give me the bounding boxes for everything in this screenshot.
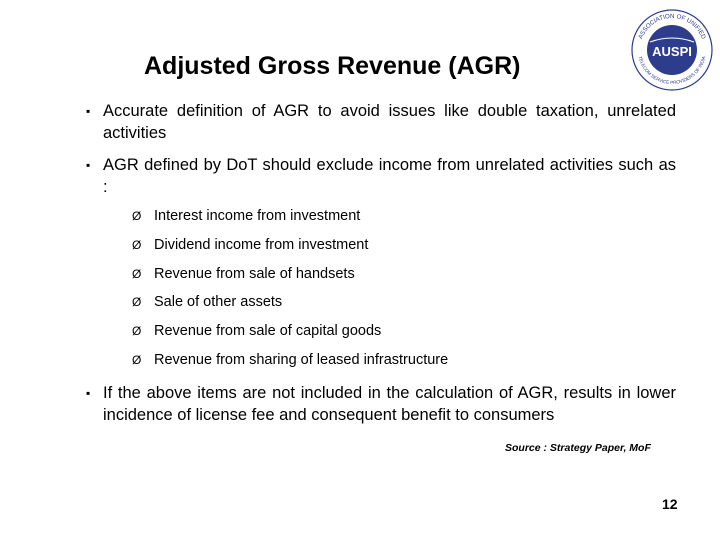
bullet-item <box>86 382 676 426</box>
arrow-bullet-icon: Ø <box>132 238 142 252</box>
sub-list-item <box>132 351 448 369</box>
sub-item-text: Revenue from sale of handsets <box>154 266 355 282</box>
bullet-text: Accurate definition of AGR to avoid issues like double taxation, unrelated activities <box>103 102 676 142</box>
bullet-item <box>86 100 676 144</box>
source-citation: Source : Strategy Paper, MoF <box>505 442 651 454</box>
bullet-text: AGR defined by DoT should exclude income from unrelated activities such as : <box>103 156 676 196</box>
sub-item-text: Dividend income from investment <box>154 237 369 253</box>
arrow-bullet-icon: Ø <box>132 295 142 309</box>
logo-ring-top: ASSOCIATION OF UNIFIED <box>637 12 707 41</box>
logo-ring-bottom: TELECOM SERVICE PROVIDERS OF INDIA <box>637 55 707 86</box>
arrow-bullet-icon: Ø <box>132 353 142 367</box>
sub-list-item <box>132 236 368 254</box>
sub-item-text: Sale of other assets <box>154 294 283 310</box>
square-bullet-icon: ▪ <box>86 104 91 118</box>
arrow-bullet-icon: Ø <box>132 267 142 281</box>
auspi-logo <box>628 4 716 92</box>
sub-item-text: Revenue from sale of capital goods <box>154 323 382 339</box>
square-bullet-icon: ▪ <box>86 158 91 172</box>
sub-item-text: Revenue from sharing of leased infrastructure <box>154 352 449 368</box>
bullet-item <box>86 154 676 198</box>
arrow-bullet-icon: Ø <box>132 324 142 338</box>
bullet-text: If the above items are not included in the calculation of AGR, results in lower incidence of license fee and consequent benefit to consumers <box>103 384 676 424</box>
square-bullet-icon: ▪ <box>86 386 91 400</box>
auspi-logo-icon <box>628 4 716 92</box>
page-number: 12 <box>662 496 678 512</box>
sub-list-item <box>132 322 381 340</box>
sub-list-item <box>132 293 282 311</box>
slide-title: Adjusted Gross Revenue (AGR) <box>144 52 521 80</box>
sub-list-item <box>132 207 360 225</box>
sub-list-item <box>132 265 355 283</box>
sub-item-text: Interest income from investment <box>154 208 361 224</box>
arrow-bullet-icon: Ø <box>132 209 142 223</box>
logo-text: AUSPI <box>652 44 692 59</box>
